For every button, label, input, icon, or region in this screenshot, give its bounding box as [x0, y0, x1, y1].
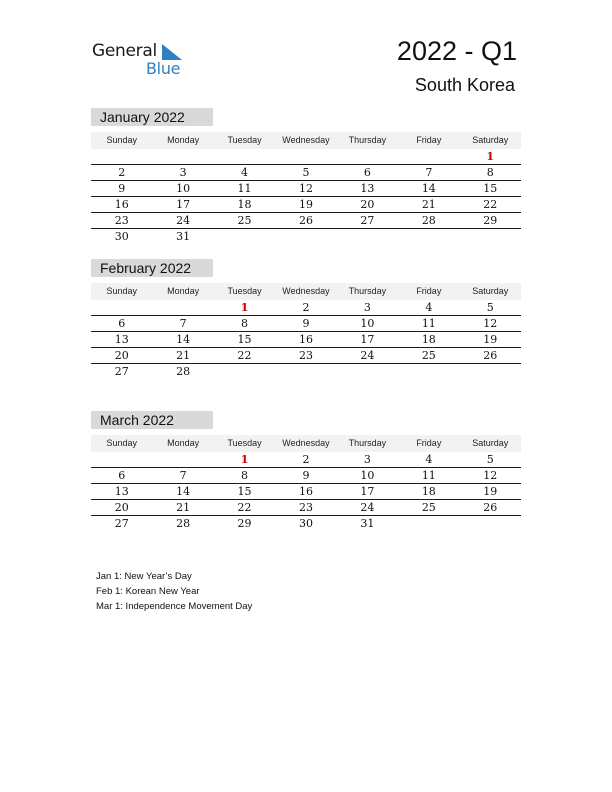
day-cell: 13 — [360, 182, 375, 195]
week-row — [91, 332, 521, 348]
day-cell: 8 — [486, 166, 494, 179]
day-cell — [398, 229, 459, 245]
weekday-label: Saturday — [472, 286, 509, 296]
day-cell: 8 — [241, 469, 249, 482]
day-cell: 31 — [360, 517, 375, 530]
weekday-label: Wednesday — [282, 286, 330, 296]
day-cell: 28 — [421, 214, 436, 227]
weekday-label: Monday — [167, 438, 200, 448]
weekday-label: Wednesday — [282, 438, 330, 448]
day-cell: 10 — [360, 469, 375, 482]
weekday-label: Thursday — [348, 438, 387, 448]
day-cell: 4 — [241, 166, 249, 179]
day-cell — [460, 516, 521, 532]
day-cell: 19 — [483, 485, 498, 498]
day-cell: 3 — [179, 166, 187, 179]
day-cell: 20 — [114, 501, 129, 514]
week-row — [91, 348, 521, 364]
weekday-label: Sunday — [106, 286, 137, 296]
day-cell: 12 — [483, 317, 498, 330]
weekday-header — [91, 435, 521, 452]
week-row — [91, 468, 521, 484]
day-cell: 17 — [176, 198, 191, 211]
day-cell: 27 — [114, 517, 129, 530]
day-cell: 5 — [486, 453, 494, 466]
day-cell: 27 — [360, 214, 375, 227]
day-cell: 5 — [486, 301, 494, 314]
day-cell: 29 — [483, 214, 498, 227]
day-cell: 9 — [302, 469, 310, 482]
day-cell: 10 — [176, 182, 191, 195]
day-cell: 14 — [176, 333, 191, 346]
month-title: March 2022 — [91, 411, 213, 429]
day-cell: 8 — [241, 317, 249, 330]
logo-triangle-icon — [162, 44, 182, 60]
day-cell — [214, 229, 275, 245]
day-cell: 26 — [483, 349, 498, 362]
weekday-label: Tuesday — [227, 286, 262, 296]
day-cell: 20 — [360, 198, 375, 211]
day-cell — [460, 229, 521, 245]
weekday-header — [91, 132, 521, 149]
logo-text-blue: Blue — [146, 59, 181, 78]
day-cell: 6 — [363, 166, 371, 179]
day-cell — [275, 364, 336, 380]
day-cell: 14 — [421, 182, 436, 195]
day-cell: 24 — [360, 349, 375, 362]
day-cell: 22 — [237, 501, 252, 514]
week-row — [91, 229, 521, 245]
country-name: South Korea — [414, 75, 515, 95]
day-cell: 9 — [118, 182, 126, 195]
logo — [92, 40, 192, 80]
weekday-label: Thursday — [348, 286, 387, 296]
day-cell: 22 — [483, 198, 498, 211]
day-cell — [337, 229, 398, 245]
day-cell: 7 — [179, 469, 187, 482]
day-cell — [460, 364, 521, 380]
day-cell: 2 — [118, 166, 126, 179]
month-title: February 2022 — [91, 259, 213, 277]
day-cell: 4 — [425, 453, 433, 466]
month-calendar — [91, 108, 521, 245]
holiday-item: Mar 1: Independence Movement Day — [96, 601, 253, 612]
weekday-label: Friday — [416, 286, 442, 296]
day-cell: 16 — [298, 333, 313, 346]
day-cell: 12 — [483, 469, 498, 482]
week-row — [91, 500, 521, 516]
holiday-item: Jan 1: New Year’s Day — [96, 571, 192, 582]
day-cell: 15 — [237, 333, 252, 346]
day-cell: 19 — [298, 198, 313, 211]
day-cell: 25 — [237, 214, 252, 227]
day-cell: 21 — [176, 349, 191, 362]
day-cell: 20 — [114, 349, 129, 362]
day-cell — [91, 149, 152, 164]
weekday-label: Thursday — [348, 135, 387, 145]
day-cell: 6 — [118, 317, 126, 330]
day-cell: 3 — [363, 453, 371, 466]
day-cell: 26 — [483, 501, 498, 514]
day-cell: 19 — [483, 333, 498, 346]
day-cell — [152, 300, 213, 315]
month-title: January 2022 — [91, 108, 213, 126]
day-cell: 23 — [114, 214, 129, 227]
weekday-label: Sunday — [106, 438, 137, 448]
weekday-label: Saturday — [472, 438, 509, 448]
day-cell — [214, 149, 275, 164]
weekday-header — [91, 283, 521, 300]
week-row — [91, 165, 521, 181]
weekday-label: Wednesday — [282, 135, 330, 145]
month-calendar — [91, 411, 521, 532]
weekday-label: Friday — [416, 135, 442, 145]
day-cell: 11 — [421, 469, 436, 482]
day-cell — [91, 300, 152, 315]
weekday-label: Monday — [167, 135, 200, 145]
day-cell: 7 — [179, 317, 187, 330]
holiday-day-cell: 1 — [240, 301, 249, 314]
week-row — [91, 316, 521, 332]
day-cell: 12 — [298, 182, 313, 195]
weekday-label: Saturday — [472, 135, 509, 145]
day-cell — [337, 364, 398, 380]
week-row — [91, 452, 521, 468]
day-cell: 24 — [176, 214, 191, 227]
holiday-day-cell: 1 — [486, 150, 495, 163]
day-cell: 11 — [237, 182, 252, 195]
day-cell: 21 — [176, 501, 191, 514]
day-cell — [398, 149, 459, 164]
day-cell: 4 — [425, 301, 433, 314]
day-cell: 18 — [421, 333, 436, 346]
day-cell: 6 — [118, 469, 126, 482]
day-cell: 30 — [298, 517, 313, 530]
week-row — [91, 213, 521, 229]
weekday-label: Tuesday — [227, 438, 262, 448]
day-cell: 31 — [176, 230, 191, 243]
week-row — [91, 484, 521, 500]
day-cell: 17 — [360, 333, 375, 346]
weekday-label: Friday — [416, 438, 442, 448]
day-cell — [398, 516, 459, 532]
day-cell: 24 — [360, 501, 375, 514]
day-cell — [337, 149, 398, 164]
day-cell: 26 — [298, 214, 313, 227]
week-row — [91, 181, 521, 197]
weekday-label: Tuesday — [227, 135, 262, 145]
day-cell: 22 — [237, 349, 252, 362]
holiday-day-cell: 1 — [240, 453, 249, 466]
week-row — [91, 197, 521, 213]
holiday-item: Feb 1: Korean New Year — [96, 586, 200, 597]
day-cell: 2 — [302, 301, 310, 314]
day-cell: 23 — [298, 501, 313, 514]
day-cell: 18 — [237, 198, 252, 211]
day-cell: 7 — [425, 166, 433, 179]
day-cell — [91, 452, 152, 467]
day-cell: 25 — [421, 349, 436, 362]
holiday-list — [96, 569, 252, 614]
day-cell: 16 — [298, 485, 313, 498]
day-cell: 3 — [363, 301, 371, 314]
day-cell: 17 — [360, 485, 375, 498]
week-row — [91, 300, 521, 316]
day-cell: 2 — [302, 453, 310, 466]
week-row — [91, 149, 521, 165]
day-cell: 15 — [237, 485, 252, 498]
day-cell — [152, 149, 213, 164]
day-cell: 10 — [360, 317, 375, 330]
weekday-label: Monday — [167, 286, 200, 296]
day-cell: 9 — [302, 317, 310, 330]
day-cell — [398, 364, 459, 380]
day-cell: 30 — [114, 230, 129, 243]
day-cell: 5 — [302, 166, 310, 179]
month-calendar — [91, 259, 521, 380]
week-row — [91, 516, 521, 532]
day-cell — [152, 452, 213, 467]
day-cell — [275, 229, 336, 245]
weekday-label: Sunday — [106, 135, 137, 145]
page-title: 2022 - Q1 — [396, 36, 517, 66]
day-cell: 15 — [483, 182, 498, 195]
day-cell: 18 — [421, 485, 436, 498]
day-cell: 25 — [421, 501, 436, 514]
day-cell — [214, 364, 275, 380]
day-cell: 21 — [421, 198, 436, 211]
day-cell: 16 — [114, 198, 129, 211]
day-cell: 29 — [237, 517, 252, 530]
day-cell: 23 — [298, 349, 313, 362]
day-cell: 13 — [114, 333, 129, 346]
day-cell: 28 — [176, 517, 191, 530]
day-cell: 27 — [114, 365, 129, 378]
day-cell: 28 — [176, 365, 191, 378]
week-row — [91, 364, 521, 380]
logo-text-general: General — [92, 41, 157, 61]
day-cell — [275, 149, 336, 164]
day-cell: 13 — [114, 485, 129, 498]
day-cell: 14 — [176, 485, 191, 498]
day-cell: 11 — [421, 317, 436, 330]
